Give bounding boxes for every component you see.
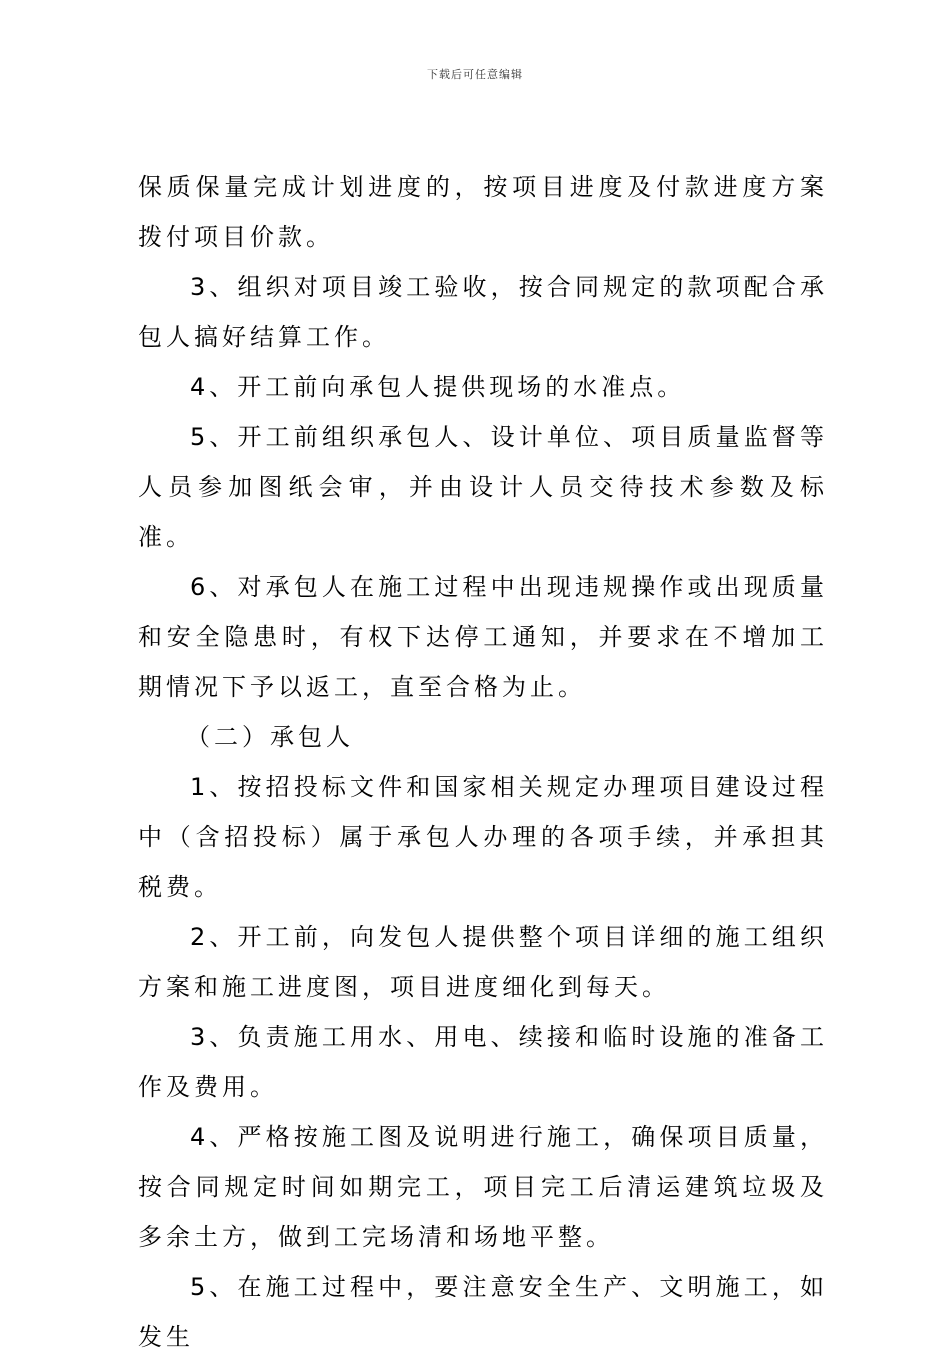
document-body <box>138 162 828 1362</box>
paragraph-contractor-item-4: 4、严格按施工图及说明进行施工，确保项目质量，按合同规定时间如期完工，项目完工后清运建筑垃圾及多余土方，做到工完场清和场地平整。 <box>138 1123 828 1251</box>
header-note: 下载后可任意编辑 <box>427 68 523 81</box>
paragraph-contractor-item-5: 5、在施工过程中，要注意安全生产、文明施工，如发生 <box>138 1273 828 1351</box>
paragraph-item-3: 3、组织对项目竣工验收，按合同规定的款项配合承包人搞好结算工作。 <box>138 273 828 351</box>
paragraph-item-6: 6、对承包人在施工过程中出现违规操作或出现质量和安全隐患时，有权下达停工通知，并要求在不增加工期情况下予以返工，直至合格为止。 <box>138 573 828 701</box>
paragraph-contractor-item-3: 3、负责施工用水、用电、续接和临时设施的准备工作及费用。 <box>138 1023 828 1101</box>
paragraph-contractor-item-2: 2、开工前，向发包人提供整个项目详细的施工组织方案和施工进度图，项目进度细化到每天。 <box>138 923 828 1001</box>
paragraph-item-5: 5、开工前组织承包人、设计单位、项目质量监督等人员参加图纸会审，并由设计人员交待技术参数及标准。 <box>138 423 828 551</box>
section-heading-contractor: （二）承包人 <box>186 723 354 751</box>
paragraph-item-4: 4、开工前向承包人提供现场的水准点。 <box>190 373 686 401</box>
paragraph-continuation: 保质保量完成计划进度的，按项目进度及付款进度方案拨付项目价款。 <box>138 173 828 251</box>
paragraph-contractor-item-1: 1、按招投标文件和国家相关规定办理项目建设过程中（含招投标）属于承包人办理的各项手续，并承担其税费。 <box>138 773 828 901</box>
